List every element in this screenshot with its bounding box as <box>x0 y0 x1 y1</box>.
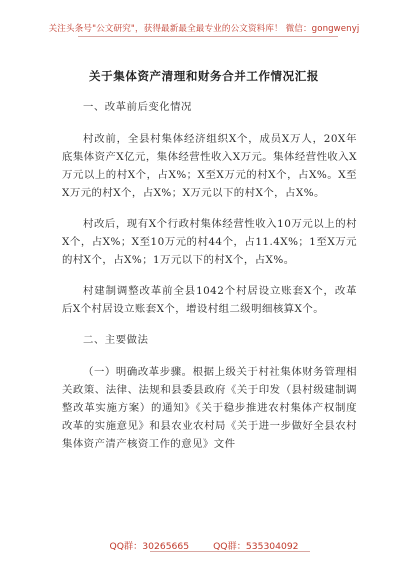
section-heading-1: 一、改革前后变化情况 <box>83 101 192 113</box>
header-divider <box>78 36 338 37</box>
footer-divider <box>150 551 310 552</box>
paragraph-2: 村改后，现有X个行政村集体经营性收入10万元以上的村X个，占X%；X至10万元的村44个，占11.4X%；1至X万元的村X个，占X%；1万元以下的村X个，占X%。 <box>62 218 357 266</box>
document-body <box>62 98 357 466</box>
paragraph-3: 村建制调整改革前全县1042个村居设立账套X个，改革后X个村居设立账套X个，增设村组二级明细核算X个。 <box>62 285 357 315</box>
header-promo-note: 关注头条号"公文研究"，获得最新最全最专业的公文资料库！ 微信：gongwenyj <box>48 24 360 34</box>
footer-qq-group-2: QQ群：535304092 <box>213 541 299 552</box>
section-heading-2: 二、主要做法 <box>83 334 149 346</box>
footer-contact <box>0 538 408 552</box>
paragraph-1: 村改前，全县村集体经济组织X个，成员X万人，20X年底集体资产X亿元，集体经营性收入X万元。集体经营性收入X万元以上的村X个，占X%；X至X万元的村X个，占X%。X至X万元的村X个，占X%；X万元以下的村X个，占X%。 <box>62 133 357 199</box>
footer-qq-group-1: QQ群：30265665 <box>109 541 190 552</box>
paragraph-4: （一）明确改革步骤。根据上级关于村社集体财务管理相关政策、法律、法规和县委县政府《关于印发（县村级建制调整改革实施方案）的通知》《关于稳步推进农村集体产权制度改革的实施意见》和县农业农村局《关于进一步做好全县农村集体资产清产核资工作的意见》文件 <box>62 366 357 450</box>
document-title: 关于集体资产清理和财务合并工作情况汇报 <box>89 69 319 83</box>
